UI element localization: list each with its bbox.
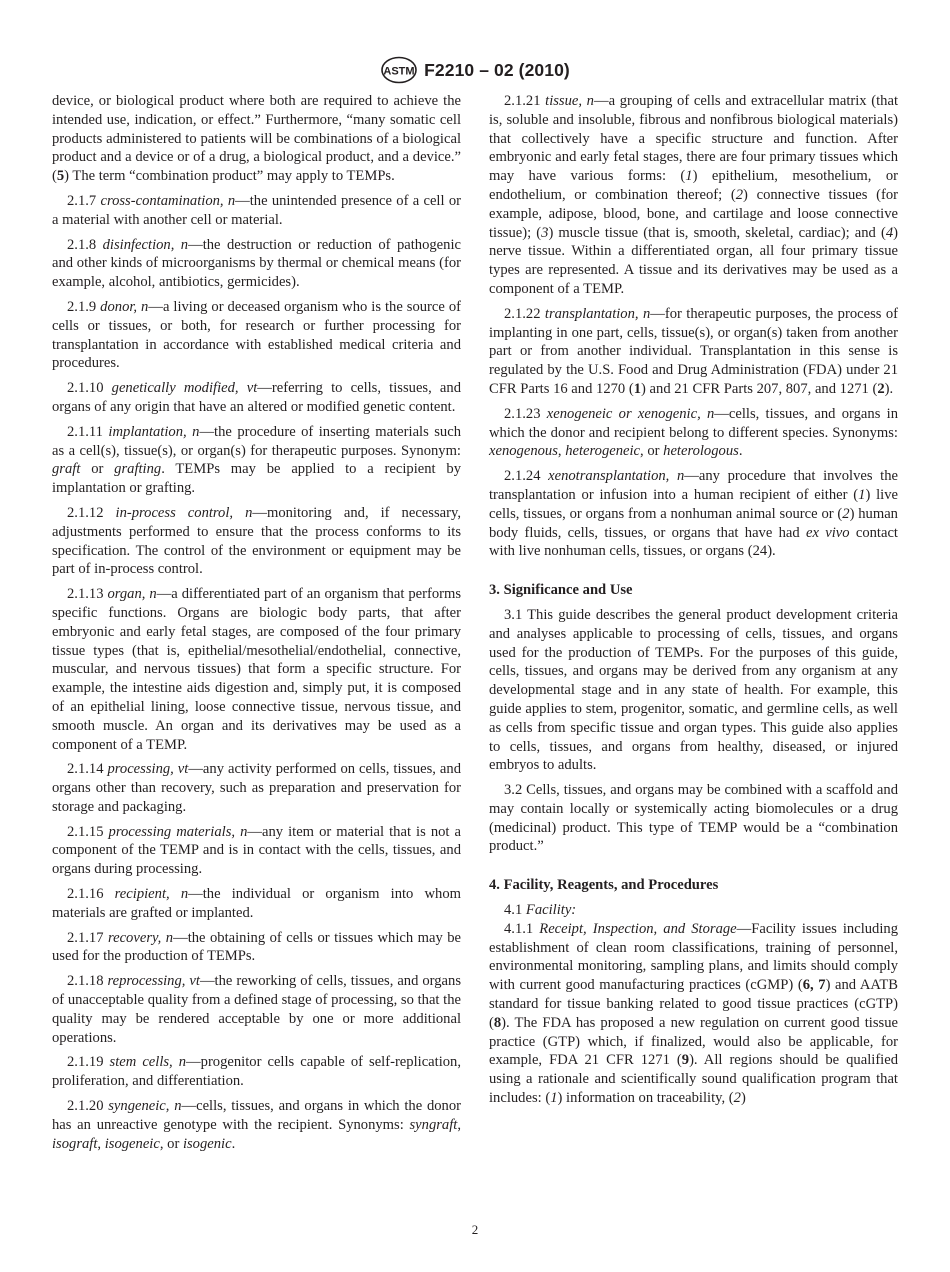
astm-logo-icon	[380, 56, 418, 84]
definition-2-1-15: 2.1.15 processing materials, n—any item or material that is not a component of the TEMP and is in contact with the cells, tissues, and organs during processing.	[52, 823, 461, 878]
page-header	[0, 54, 950, 86]
defined-term: genetically modified, vt	[111, 380, 258, 397]
definition-2-1-23: 2.1.23 xenogeneic or xenogenic, n—cells, tissues, and organs in which the donor and recipient belong to different species. Synonyms: xenogenous, heterogeneic, or heterologous.	[489, 405, 899, 460]
defined-term: recipient, n	[114, 886, 189, 903]
reference-link[interactable]: 9	[681, 1052, 690, 1069]
defined-term: disinfection, n	[102, 236, 189, 253]
definition-2-1-24: 2.1.24 xenotransplantation, n—any procedure that involves the transplantation or infusion into a human recipient of either (1) live cells, tissues, or organs from a nonhuman animal source or (2) human body fluids, cells, tissues, or organs that have had ex vivo contact with live nonhuman cells, tissues, or organs (24).	[489, 468, 898, 560]
paragraph-4-1-1: 4.1.1 Receipt, Inspection, and Storage—Facility issues including establishment of clean room classifications, training of personnel, environmental monitoring, sampling plans, and limits should comply with current good manufacturing practices (cGMP) (6, 7) and AATB standard for tissue banking related to good tissue practices (cGTP) (8). The FDA has proposed a new regulation on current good tissue practice (GTP) which, if finalized, would also be applicable, for example, FDA 21 CFR 1271 (9). All regions should be qualified using a rationale and scientifically sound qualification program that includes: (1) information on traceability, (2)	[489, 920, 899, 1107]
reference-link[interactable]: 1	[633, 380, 642, 397]
definition-2-1-21: 2.1.21 tissue, n—a grouping of cells and extracellular matrix (that is, soluble and insoluble, fibrous and nonfibrous biological materials) that collectively have a specific structure and function. After embryonic and early fetal stages, there are four primary tissues which may have various forms: (1) epithelium, mesothelium, or endothelium, or combination thereof; (2) connective tissues (for example, adipose, blood, bone, and cartilage and loose connective tissue); (3) muscle tissue (that is, smooth, skeletal, cardiac); and (4) nerve tissue. Within a differentiated organ, all four primary tissue types are represented. A tissue and its derivatives may be used as a component of a TEMP.	[489, 93, 899, 297]
definition-2-1-10: 2.1.10 genetically modified, vt—referring to cells, tissues, and organs of any origin that have an altered or modified genetic content.	[52, 380, 461, 415]
defined-term: organ, n	[107, 586, 157, 603]
reference-link[interactable]: 2	[877, 380, 885, 397]
right-column	[489, 92, 898, 1114]
definition-2-1-12: 2.1.12 in-process control, n—monitoring and, if necessary, adjustments performed to ensure that the process conforms to its specification. The control of the environment or equipment may be part of in-process control.	[52, 504, 461, 578]
definition-2-1-11: 2.1.11 implantation, n—the procedure of inserting materials such as a cell(s), tissue(s), or organ(s) for therapeutic purposes. Synonym: graft or grafting. TEMPs may be applied to a recipient by implantation or grafting.	[52, 423, 461, 497]
paragraph-3-1: 3.1 This guide describes the general product development criteria and analyses applicable to processing of cells, tissues, and organs used for the production of TEMPs. For the purposes of this guide, cells, tissues, and organs may be derived from any organism at any developmental stage and in any state of health. For example, this guide applies to stem, progenitor, somatic, and germline cells, as well as cells from specific tissue and organ types. This guide also applies to cells, tissues, and organs from healthy, diseased, or injured embryos to adults.	[489, 606, 898, 774]
definition-2-1-17: 2.1.17 recovery, n—the obtaining of cells or tissues which may be used for the production of TEMPs.	[52, 929, 461, 965]
definition-2-1-9: 2.1.9 donor, n—a living or deceased organism who is the source of cells or tissues, or both, for research or further processing for transplantation in accordance with established medical criteria and procedures.	[52, 298, 462, 372]
defined-term: syngeneic, n	[108, 1098, 182, 1115]
reference-link[interactable]: 8	[493, 1014, 502, 1031]
defined-term: donor, n	[100, 298, 149, 315]
document-designation: F2210 – 02 (2010)	[424, 59, 570, 80]
definition-2-1-19: 2.1.19 stem cells, n—progenitor cells capable of self-replication, proliferation, and differentiation.	[52, 1054, 461, 1090]
defined-term: recovery, n	[107, 929, 174, 946]
left-column	[52, 92, 461, 1159]
definition-2-1-22: 2.1.22 transplantation, n—for therapeutic purposes, the process of implanting in one part, cells, tissue(s), or organ(s) taken from another part or from another individual. Transplantation in this sense is regulated by the U.S. Food and Drug Administration (FDA) under 21 CFR Parts 16 and 1270 (1) and 21 CFR Parts 207, 807, and 1271 (2).	[489, 305, 898, 397]
defined-term: processing materials, n	[108, 823, 248, 840]
defined-term: cross-contamination, n	[100, 192, 236, 209]
defined-term: reprocessing, vt	[107, 973, 200, 990]
reference-link[interactable]: 5	[56, 168, 65, 185]
defined-term: tissue, n	[545, 93, 594, 109]
continued-paragraph: device, or biological product where both are required to achieve the intended use, indication, or effect.” Furthermore, “many somatic cell products administered to patients will be combinations of a biological product and a device or of a drug, a biological product, and a device.” (5) The term “combination product” may apply to TEMPs.	[52, 93, 461, 185]
definition-2-1-18: 2.1.18 reprocessing, vt—the reworking of cells, tissues, and organs of unacceptable quality from a defined stage of processing, so that the quality may be rendered acceptable by one or more additional operations.	[52, 973, 462, 1046]
section-heading-3: 3. Significance and Use	[489, 582, 633, 599]
definition-2-1-13: 2.1.13 organ, n—a differentiated part of an organism that performs specific functions. Organs are biologic body parts, that after embryonic and early fetal stages, are composed of the four primary tissue types (that is, epithelial/mesothelial/endothelial, connective, muscular, and nervous tissues) that form a specific structure. For example, the intestine aids digestion and, simply put, it is composed of an epithelial lining, loose connective tissue, nervous tissue, and smooth muscle. An organ and its derivatives may be used as a component of a TEMP.	[52, 586, 462, 753]
definition-2-1-8: 2.1.8 disinfection, n—the destruction or reduction of pathogenic and other kinds of microorganisms by thermal or chemical means (for example, alcohol, antibiotics, germicides).	[52, 236, 461, 291]
defined-term: stem cells, n	[109, 1054, 187, 1071]
page-number: 2	[471, 1222, 479, 1237]
defined-term: xenogeneic or xenogenic, n	[546, 405, 715, 422]
definition-2-1-20: 2.1.20 syngeneic, n—cells, tissues, and organs in which the donor has an unreactive genotype with the recipient. Synonyms: syngraft, isograft, isogeneic, or isogenic.	[52, 1098, 461, 1152]
section-heading-4: 4. Facility, Reagents, and Procedures	[489, 877, 719, 894]
defined-term: implantation, n	[108, 423, 200, 440]
paragraph-4-1: 4.1 Facility:	[504, 902, 577, 919]
defined-term: processing, vt	[107, 761, 189, 778]
definition-2-1-16: 2.1.16 recipient, n—the individual or organism into whom materials are grafted or implanted.	[52, 886, 461, 921]
defined-term: in-process control, n	[115, 504, 253, 521]
definition-2-1-14: 2.1.14 processing, vt—any activity performed on cells, tissues, and organs other than recovery, such as preparation and preservation for storage and packaging.	[52, 761, 461, 815]
defined-term: transplantation, n	[544, 305, 651, 322]
paragraph-3-2: 3.2 Cells, tissues, and organs may be combined with a scaffold and may contain locally or systemically acting biomolecules or a drug (medicinal) product. This type of TEMP would be a “combination product.”	[489, 782, 898, 855]
definition-2-1-7: 2.1.7 cross-contamination, n—the unintended presence of a cell or a material with another cell or material.	[52, 192, 461, 228]
defined-term: Receipt, Inspection, and Storage	[539, 920, 737, 937]
svg-text:ASTM: ASTM	[383, 65, 415, 78]
defined-term: xenotransplantation, n	[548, 468, 685, 485]
reference-link[interactable]: 6, 7	[802, 977, 826, 994]
